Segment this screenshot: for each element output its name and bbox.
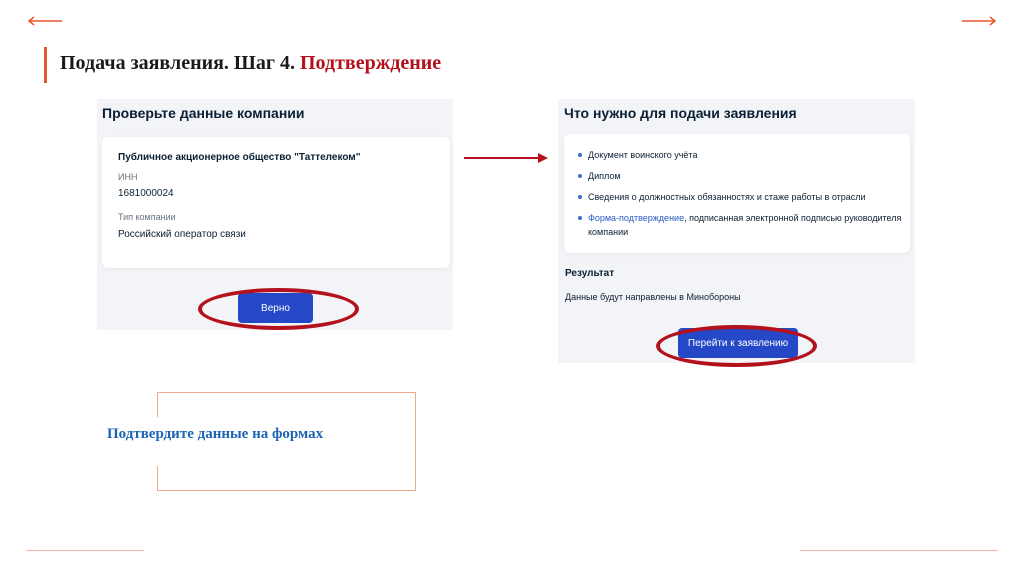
footer-line-left — [26, 550, 144, 551]
company-name: Публичное акционерное общество "Таттелеком" — [118, 152, 361, 163]
result-text: Данные будут направлены в Минобороны — [565, 292, 741, 302]
note-text: Подтвердите данные на формах — [107, 426, 324, 442]
requirement-item — [576, 169, 906, 183]
company-card — [102, 137, 450, 268]
slide-title-main: Подача заявления. Шаг 4. — [60, 52, 300, 74]
requirements-heading: Что нужно для подачи заявления — [564, 105, 797, 121]
proceed-to-application-button[interactable]: Перейти к заявлению — [678, 328, 798, 358]
confirmation-form-link[interactable]: Форма-подтверждение — [588, 213, 685, 223]
result-label: Результат — [565, 268, 615, 279]
company-check-screen — [97, 99, 453, 330]
requirements-screen — [558, 99, 915, 363]
company-check-heading: Проверьте данные компании — [102, 105, 305, 121]
arrow-right-icon[interactable] — [962, 14, 998, 28]
company-type-value: Российский оператор связи — [118, 229, 246, 240]
inn-value: 1681000024 — [118, 188, 174, 199]
requirement-text: Диплом — [588, 171, 621, 181]
company-type-label: Тип компании — [118, 212, 176, 222]
confirm-button[interactable]: Верно — [238, 293, 313, 323]
requirement-item — [576, 211, 906, 239]
slide-title-accent: Подтверждение — [299, 52, 442, 74]
requirement-item — [576, 190, 906, 204]
title-accent-bar — [44, 47, 47, 83]
requirement-item — [576, 148, 906, 162]
slide-title — [60, 52, 441, 75]
arrow-left-icon[interactable] — [26, 14, 62, 28]
requirement-text: , подписанная электронной подписью руководителя компании — [588, 213, 902, 237]
requirement-text: Документ воинского учёта — [588, 150, 698, 160]
footer-line-right — [800, 550, 998, 551]
flow-arrow-icon — [464, 152, 548, 164]
inn-label: ИНН — [118, 172, 138, 182]
requirements-card — [564, 134, 910, 253]
requirement-text: Сведения о должностных обязанностях и стаже работы в отрасли — [588, 192, 866, 202]
requirements-list — [576, 148, 906, 246]
